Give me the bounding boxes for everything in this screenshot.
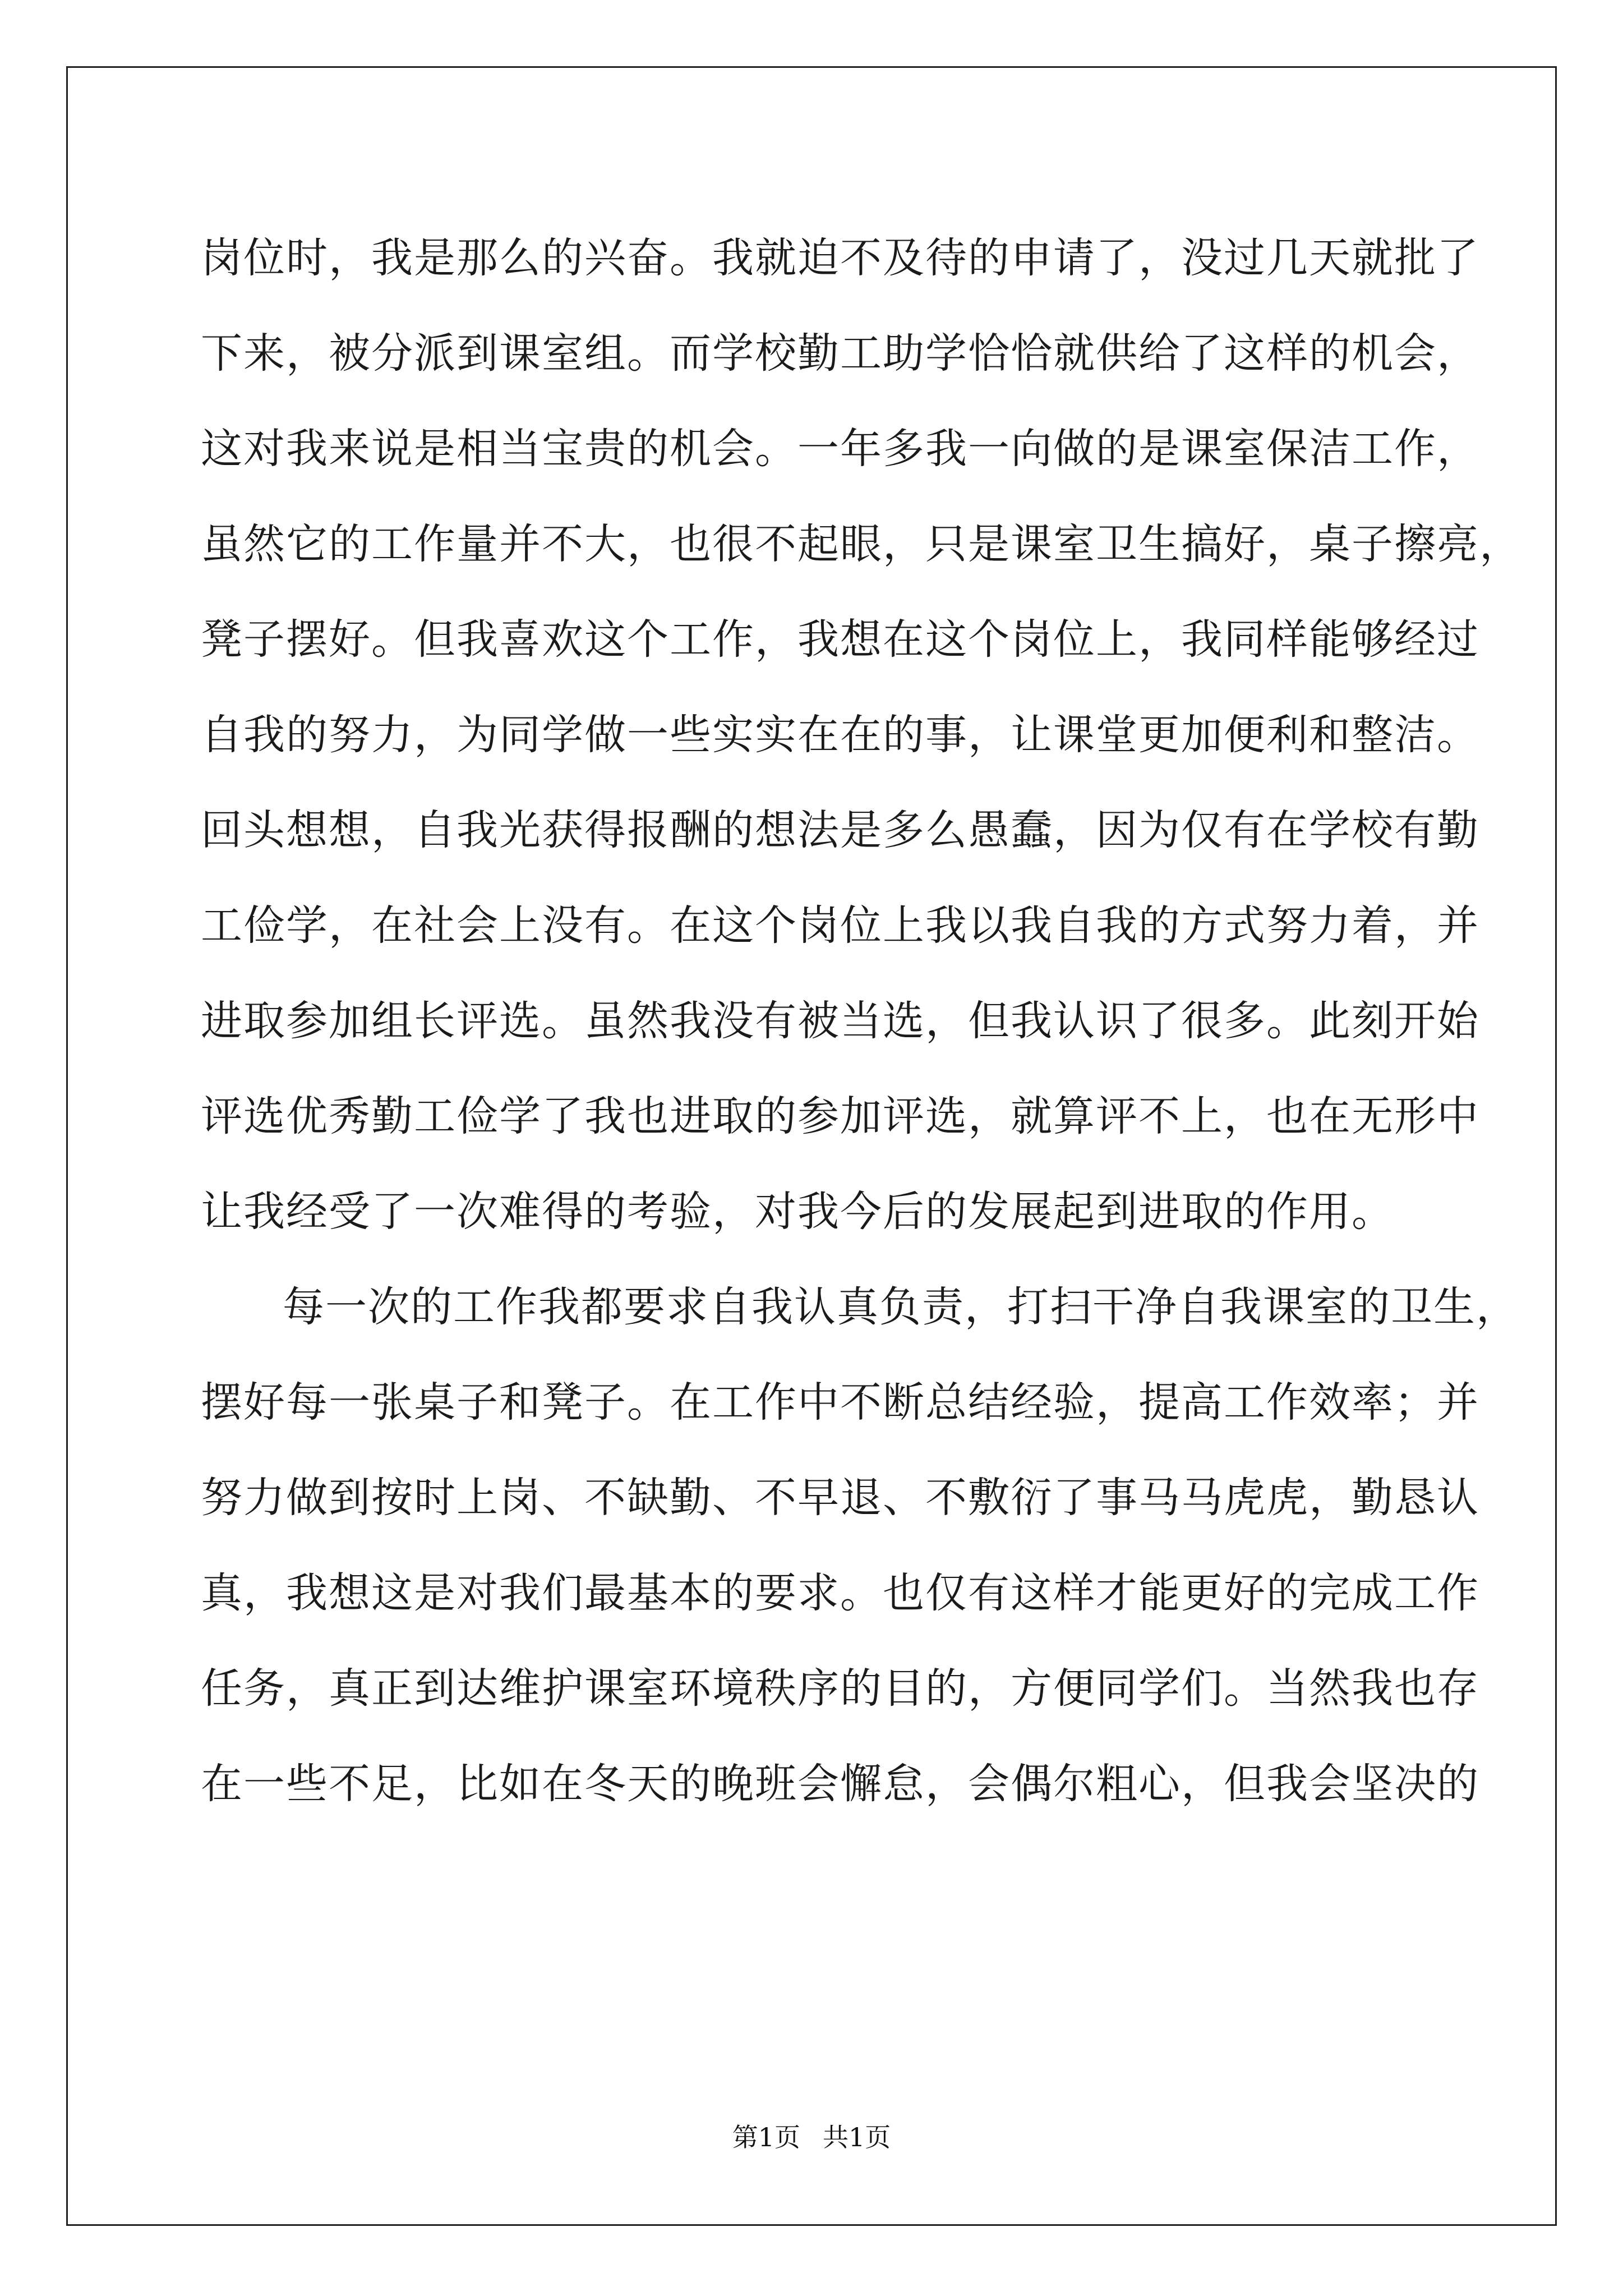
- text-line: 摆好每一张桌子和凳子。在工作中不断总结经验，提高工作效率；并: [201, 1378, 1479, 1427]
- text-line: 凳子摆好。但我喜欢这个工作，我想在这个岗位上，我同样能够经过: [201, 615, 1479, 664]
- document-body: [201, 210, 1522, 1832]
- page-footer: [0, 2120, 1623, 2154]
- text-line: 任务，真正到达维护课室环境秩序的目的，方便同学们。当然我也存: [201, 1664, 1479, 1713]
- text-line: 进取参加组长评选。虽然我没有被当选，但我认识了很多。此刻开始: [201, 997, 1479, 1045]
- text-line: 这对我来说是相当宝贵的机会。一年多我一向做的是课室保洁工作，: [201, 425, 1479, 473]
- page-total: 共1页: [823, 2122, 891, 2152]
- text-line: 回头想想，自我光获得报酬的想法是多么愚蠢，因为仅有在学校有勤: [201, 806, 1479, 854]
- text-line: 在一些不足，比如在冬天的晚班会懈怠，会偶尔粗心，但我会坚决的: [201, 1760, 1479, 1808]
- text-line: 真，我想这是对我们最基本的要求。也仅有这样才能更好的完成工作: [201, 1569, 1479, 1617]
- text-line: 每一次的工作我都要求自我认真负责，打扫干净自我课室的卫生，: [283, 1283, 1519, 1331]
- text-line: 让我经受了一次难得的考验，对我今后的发展起到进取的作用。: [201, 1188, 1394, 1236]
- text-line: 下来，被分派到课室组。而学校勤工助学恰恰就供给了这样的机会，: [201, 329, 1479, 378]
- text-line: 评选优秀勤工俭学了我也进取的参加评选，就算评不上，也在无形中: [201, 1092, 1479, 1140]
- page-number: 第1页: [732, 2122, 800, 2152]
- text-line: 岗位时，我是那么的兴奋。我就迫不及待的申请了，没过几天就批了: [201, 234, 1479, 282]
- text-line: 虽然它的工作量并不大，也很不起眼，只是课室卫生搞好，桌子擦亮，: [201, 520, 1522, 568]
- text-line: 工俭学，在社会上没有。在这个岗位上我以我自我的方式努力着，并: [201, 901, 1479, 950]
- text-line: 自我的努力，为同学做一些实实在在的事，让课堂更加便利和整洁。: [201, 711, 1479, 759]
- text-line: 努力做到按时上岗、不缺勤、不早退、不敷衍了事马马虎虎，勤恳认: [201, 1474, 1479, 1522]
